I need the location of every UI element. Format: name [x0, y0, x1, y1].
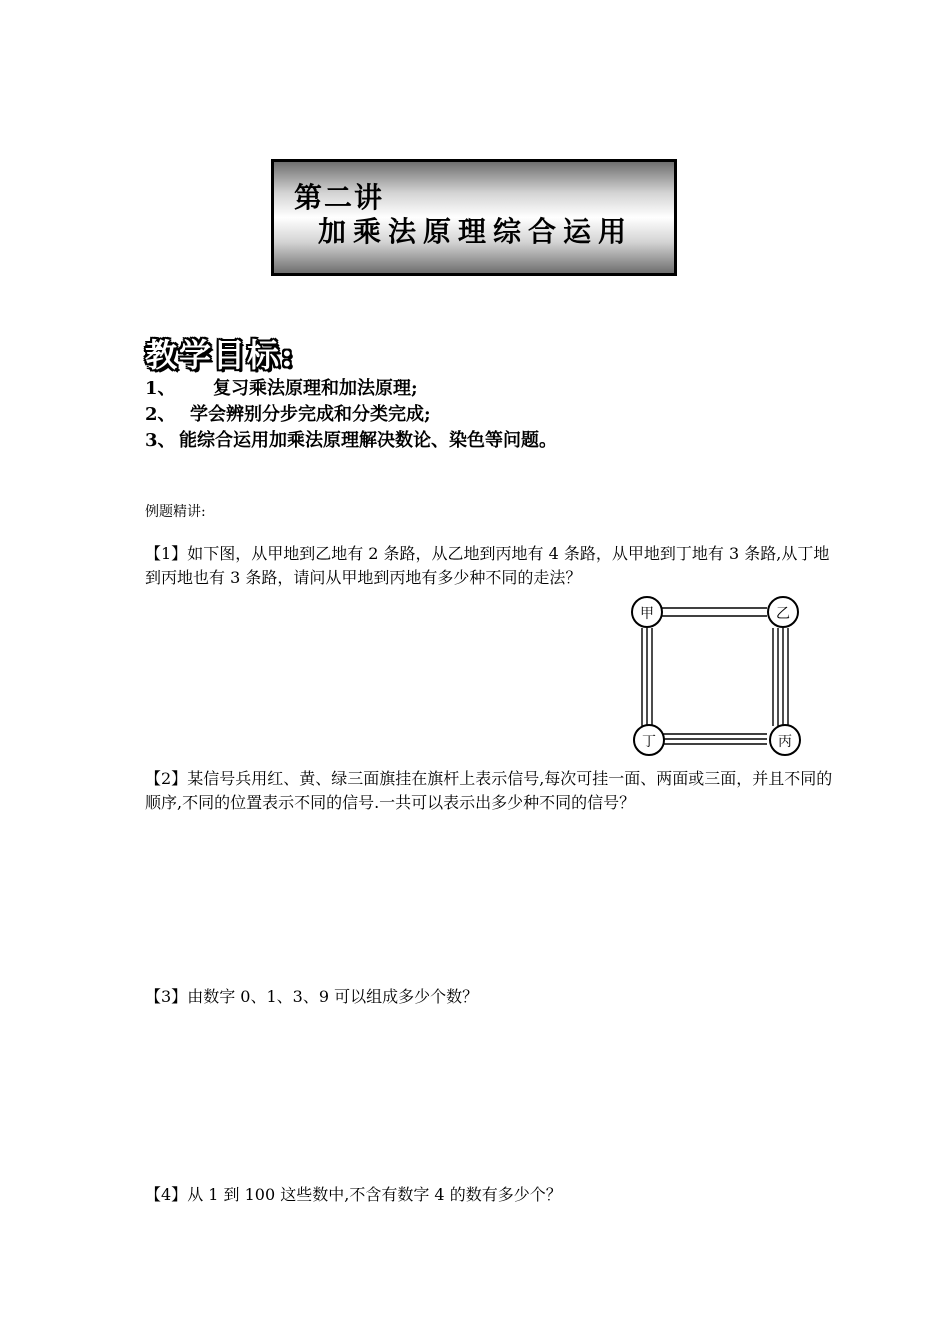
node-ding	[634, 725, 664, 755]
goal-text: 能综合运用加乘法原理解决数论、染色等问题。	[179, 430, 557, 451]
routes-jia-yi	[661, 608, 767, 616]
problem-1	[145, 542, 835, 590]
lecture-number: 第二讲	[294, 181, 385, 214]
goal-number: 1、	[145, 378, 176, 399]
lecture-title: 加乘法原理综合运用	[318, 215, 634, 248]
node-yi	[768, 597, 798, 627]
goal-text: 学会辨别分步完成和分类完成;	[190, 404, 431, 425]
problem-text: 由数字 0、1、3、9 可以组成多少个数？	[187, 987, 479, 1006]
node-bing	[770, 725, 800, 755]
problem-label: 【4】	[145, 1185, 188, 1204]
node-jia	[632, 597, 662, 627]
problem-3	[145, 985, 835, 1009]
problem-text: 某信号兵用红、黄、绿三面旗挂在旗杆上表示信号,每次可挂一面、两面或三面，并且不同的顺序,不同的位置表示不同的信号.一共可以表示出多少种不同的信号？	[145, 769, 833, 812]
problem-4	[145, 1183, 835, 1207]
svg-text:乙: 乙	[776, 606, 790, 622]
problem-label: 【1】	[145, 544, 188, 563]
problem-label: 【3】	[145, 987, 188, 1006]
goal-text: 复习乘法原理和加法原理;	[213, 378, 418, 399]
svg-text:丁: 丁	[642, 734, 656, 750]
routes-jia-ding	[642, 628, 652, 726]
problem-text: 从 1 到 100 这些数中,不含有数字 4 的数有多少个？	[187, 1185, 562, 1204]
goal-number: 2、	[145, 404, 176, 425]
problem-text: 如下图，从甲地到乙地有 2 条路，从乙地到丙地有 4 条路，从甲地到丁地有 3 条路,从丁地到丙地也有 3 条路，请问从甲地到丙地有多少种不同的走法？	[145, 544, 830, 587]
route-diagram	[625, 592, 805, 760]
goal-item	[145, 400, 431, 426]
examples-heading: 例题精讲:	[145, 504, 206, 520]
svg-text:丙: 丙	[778, 734, 792, 750]
problem-2	[145, 767, 835, 815]
goal-number: 3、	[145, 430, 176, 451]
goal-item	[145, 426, 557, 452]
problem-label: 【2】	[145, 769, 188, 788]
routes-ding-bing	[663, 734, 767, 744]
teaching-goals-heading: 教学目标:	[145, 336, 295, 374]
lecture-title-box	[271, 159, 677, 276]
goal-item	[145, 374, 418, 400]
svg-text:甲: 甲	[640, 606, 654, 622]
routes-yi-bing	[773, 628, 788, 726]
